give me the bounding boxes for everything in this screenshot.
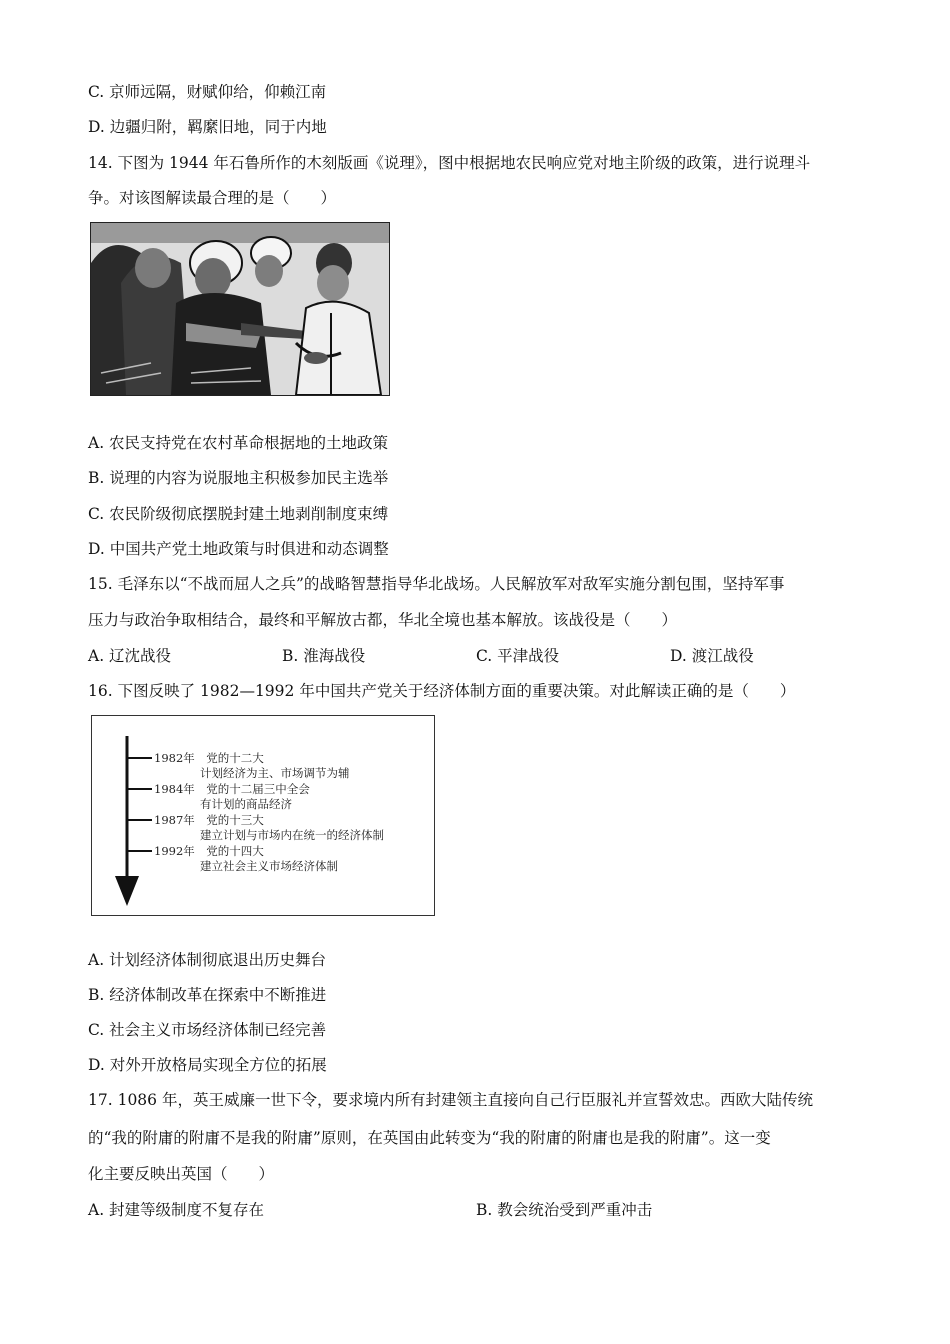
q17-stem-line1: 17. 1086 年，英王威廉一世下令，要求境内所有封建领主直接向自己行臣服礼并宣誓效忠。西欧大陆传统 <box>88 1091 813 1109</box>
timeline-1987-heading: 1987年 党的十三大 <box>154 813 264 827</box>
q13-option-c: C. 京师远隔，财赋仰给，仰赖江南 <box>88 83 327 101</box>
q16-option-b: B. 经济体制改革在探索中不断推进 <box>88 986 327 1004</box>
q14-stem-line2: 争。对该图解读最合理的是（ ） <box>88 189 337 207</box>
q15-option-a: A. 辽沈战役 <box>88 647 172 665</box>
q14-option-c: C. 农民阶级彻底摆脱封建土地剥削制度束缚 <box>88 505 389 523</box>
q15-option-b: B. 淮海战役 <box>282 647 366 665</box>
timeline-1992-heading: 1992年 党的十四大 <box>154 844 264 858</box>
timeline-1992-desc: 建立社会主义市场经济体制 <box>200 859 338 873</box>
q16-stem: 16. 下图反映了 1982—1992 年中国共产党关于经济体制方面的重要决策。对此解读正确的是（ ） <box>88 682 796 700</box>
q15-option-d: D. 渡江战役 <box>670 647 754 665</box>
timeline-1987-desc: 建立计划与市场内在统一的经济体制 <box>200 828 384 842</box>
q16-option-a: A. 计划经济体制彻底退出历史舞台 <box>88 951 327 969</box>
q16-option-d: D. 对外开放格局实现全方位的拓展 <box>88 1056 327 1074</box>
q14-option-d: D. 中国共产党土地政策与时俱进和动态调整 <box>88 540 389 558</box>
q14-option-b: B. 说理的内容为说服地主积极参加民主选举 <box>88 469 389 487</box>
timeline-1982-desc: 计划经济为主、市场调节为辅 <box>200 766 350 780</box>
q17-option-b: B. 教会统治受到严重冲击 <box>476 1201 653 1219</box>
q14-stem-line1: 14. 下图为 1944 年石鲁所作的木刻版画《说理》，图中根据地农民响应党对地主阶级的政策，进行说理斗 <box>88 154 811 172</box>
policy-timeline-figure <box>91 715 435 916</box>
q16-option-c: C. 社会主义市场经济体制已经完善 <box>88 1021 327 1039</box>
timeline-1984-heading: 1984年 党的十二届三中全会 <box>154 782 310 796</box>
q15-option-c: C. 平津战役 <box>476 647 560 665</box>
q14-option-a: A. 农民支持党在农村革命根据地的土地政策 <box>88 434 389 452</box>
q17-stem-line2: 的“我的附庸的附庸不是我的附庸”原则，在英国由此转变为“我的附庸的附庸也是我的附庸”。这一变 <box>88 1129 771 1147</box>
q15-stem-line1: 15. 毛泽东以“不战而屈人之兵”的战略智慧指导华北战场。人民解放军对敌军实施分割包围，坚持军事 <box>88 575 785 593</box>
timeline-1984-desc: 有计划的商品经济 <box>200 797 292 811</box>
q13-option-d: D. 边疆归附，羁縻旧地，同于内地 <box>88 118 327 136</box>
woodcut-print-image <box>90 222 390 396</box>
q17-stem-line3: 化主要反映出英国（ ） <box>88 1165 275 1183</box>
q15-stem-line2: 压力与政治争取相结合，最终和平解放古都，华北全境也基本解放。该战役是（ ） <box>88 611 678 629</box>
q17-option-a: A. 封建等级制度不复存在 <box>88 1201 265 1219</box>
timeline-1982-heading: 1982年 党的十二大 <box>154 751 264 765</box>
